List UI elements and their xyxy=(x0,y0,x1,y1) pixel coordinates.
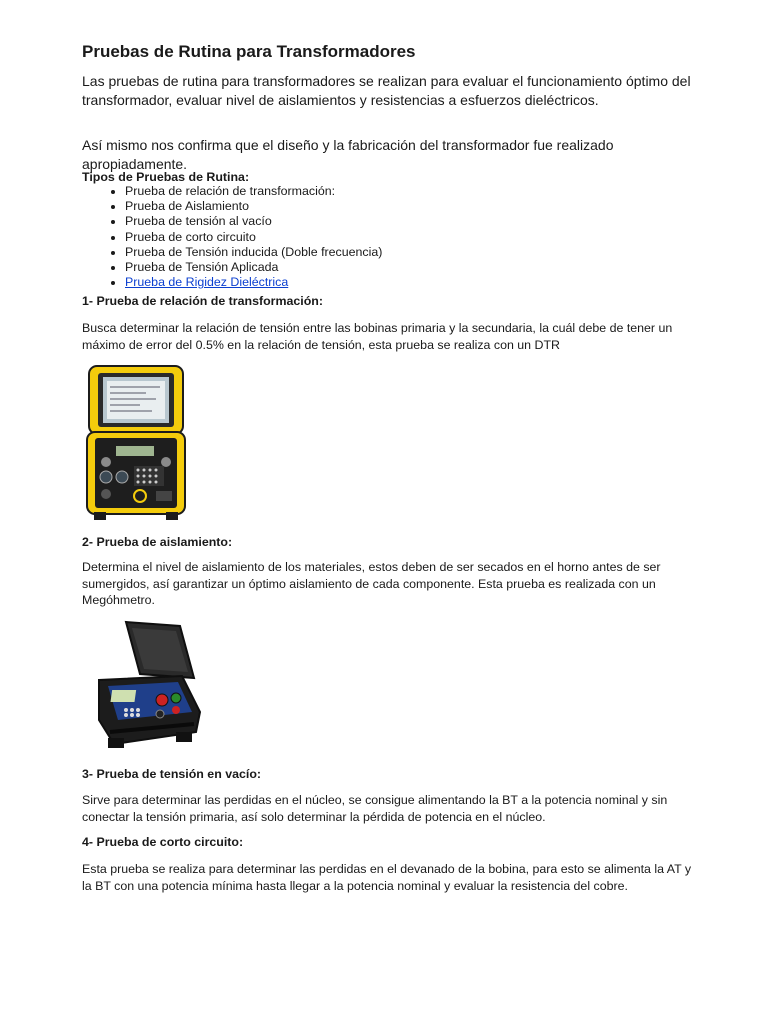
section-3-text: Sirve para determinar las perdidas en el núcleo, se consigue alimentando la BT a la potencia nominal y sin conectar la tensión primaria, así solo determinar la pérdida de potencia en el núcleo. xyxy=(82,793,668,824)
dtr-instrument-image xyxy=(86,364,186,522)
section-2-text: Determina el nivel de aislamiento de los materiales, estos deben de ser secados en el horno antes de ser sumergidos, así garantizar un óptimo aislamiento de cada componente. Esta prueba es realizada con un Megóhmetro. xyxy=(82,560,661,607)
intro-paragraph: Las pruebas de rutina para transformadores se realizan para evaluar el funcionamiento óptimo del transformador, evaluar nivel de aislamientos y resistencias a esfuerzos dieléctricos. xyxy=(82,73,691,108)
list-item: • Prueba de Tensión inducida (Doble frecuencia) xyxy=(125,245,382,260)
rigidez-dielectrica-link[interactable]: Prueba de Rigidez Dieléctrica xyxy=(125,275,289,290)
section-1-text: Busca determinar la relación de tensión entre las bobinas primaria y la secundaria, la cuál debe de tener un máximo de error del 0.5% en la relación de tensión, esta prueba se realiza con un DTR xyxy=(82,321,673,352)
list-item: • Prueba de tensión al vacío xyxy=(125,214,382,229)
section-3-heading: 3- Prueba de tensión en vacío: xyxy=(82,767,262,781)
list-item: • Prueba de Tensión Aplicada xyxy=(125,260,382,275)
list-item xyxy=(125,275,382,290)
confirm-paragraph: Así mismo nos confirma que el diseño y la fabricación del transformador fue realizado apropiadamente. xyxy=(82,137,614,172)
list-item: • Prueba de relación de transformación: xyxy=(125,184,382,199)
types-heading: Tipos de Pruebas de Rutina: xyxy=(82,170,250,184)
section-4-heading: 4- Prueba de corto circuito: xyxy=(82,835,244,849)
page-title: Pruebas de Rutina para Transformadores xyxy=(82,42,416,61)
section-1-heading: 1- Prueba de relación de transformación: xyxy=(82,294,323,308)
megohmmeter-image xyxy=(96,620,204,756)
section-2-heading: 2- Prueba de aislamiento: xyxy=(82,535,233,549)
list-item: • Prueba de corto circuito xyxy=(125,230,382,245)
section-4-text: Esta prueba se realiza para determinar las perdidas en el devanado de la bobina, para esto se alimenta la AT y la BT con una potencia mínima hasta llegar a la potencia nominal y evaluar la resistencia del cobre. xyxy=(82,862,692,893)
list-item: • Prueba de Aislamiento xyxy=(125,199,382,214)
types-list xyxy=(82,184,382,290)
